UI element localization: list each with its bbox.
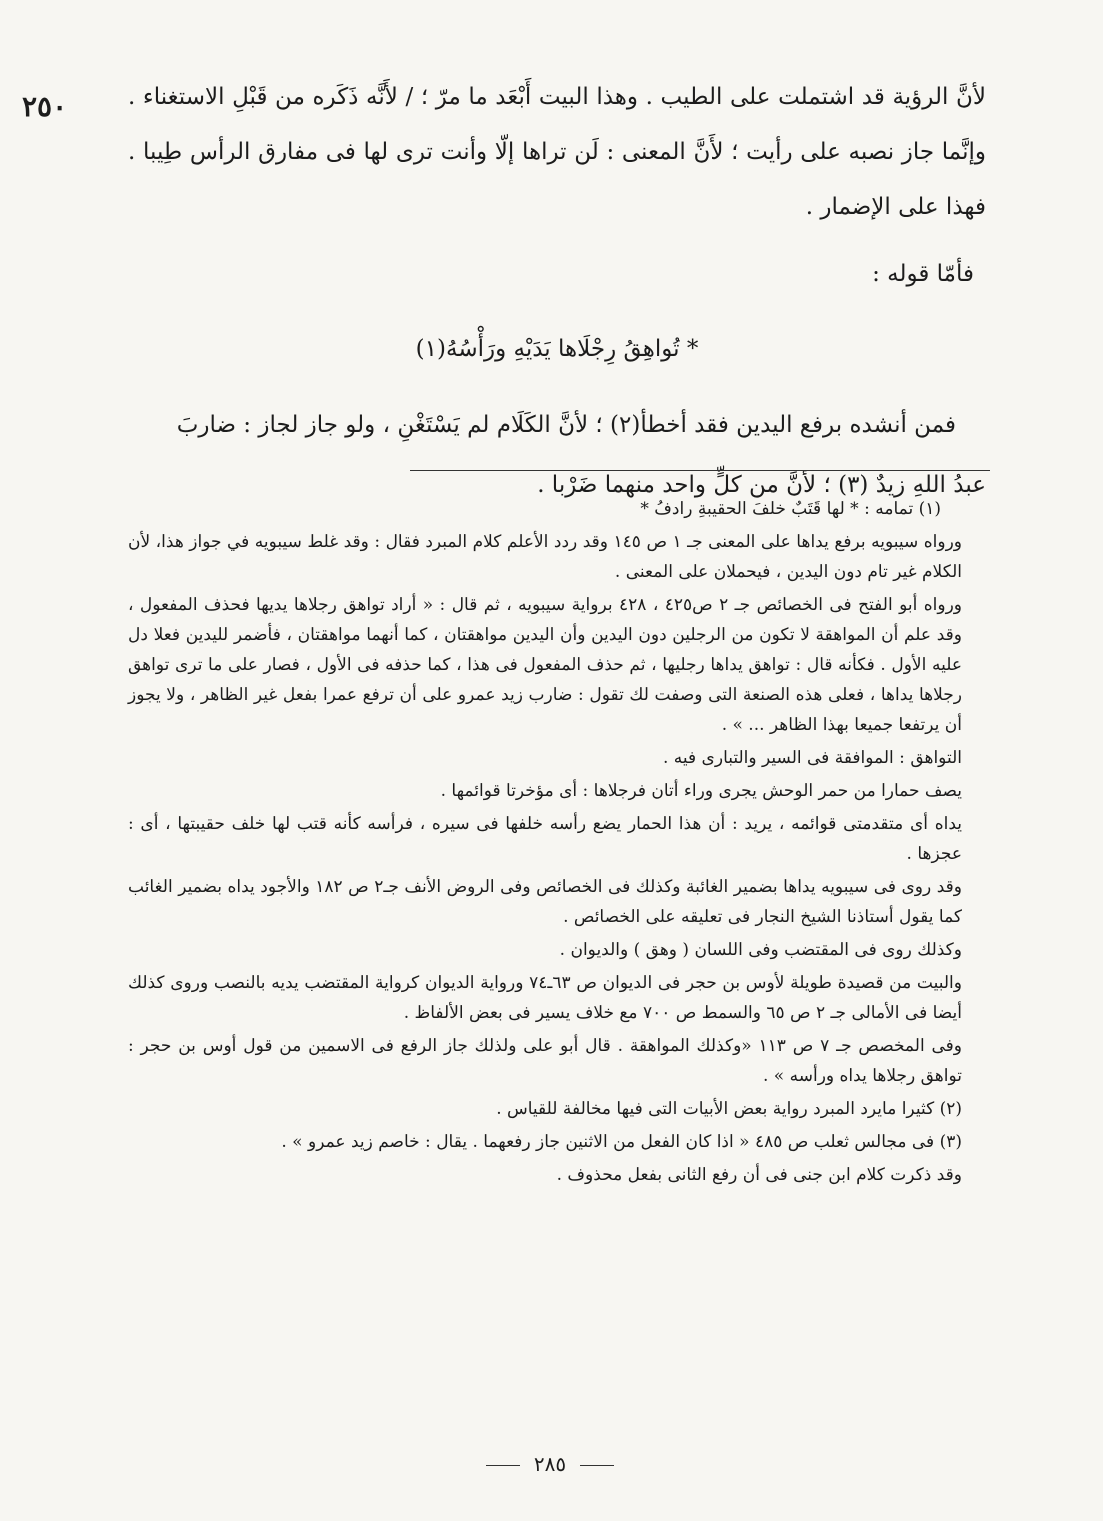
verse-line: * تُواهِقُ رِجْلَاها يَدَيْهِ ورَأْسُهُ(١) [415,336,699,362]
footnote-paragraph: وفى المخصص جـ ٧ ص ١١٣ «وكذلك المواهقة . قال أبو على ولذلك جاز الرفع فى الاسمين من قول أوس بن حجر : تواهق رجلاها يداه ورأسه » . [128,1036,962,1086]
footnote-paragraph: ورواه سيبويه برفع يداها على المعنى جـ ١ ص ١٤٥ وقد ردد الأعلم كلام المبرد فقال : وقد غلط سيبويه في جواز هذا، لأن الكلام غير تام دون اليدين ، فيحملان على المعنى . [128,532,963,582]
footnote-paragraph: يداه أى متقدمتى قوائمه ، يريد : أن هذا الحمار يضع رأسه خلفها فى سيره ، فرأسه كأنه قتب لها خلف حقيبتها ، أى : عجزها . [128,814,962,864]
footnote-paragraph: التواهق : الموافقة فى السير والتبارى فيه . [662,748,962,768]
footnote-paragraph: وقد روى فى سيبويه يداها بضمير الغائبة وكذلك فى الخصائص وفى الروض الأنف جـ٢ ص ١٨٢ والأجود يداه بضمير الغائب كما يقول أستاذنا الشيخ النجار فى تعليقه على الخصائص . [128,877,962,927]
footnote-paragraph: ورواه أبو الفتح فى الخصائص جـ ٢ ص٤٢٥ ، ٤٢٨ برواية سيبويه ، ثم قال : « أراد تواهق رجلاها يديها فحذف المفعول ، وقد علم أن المواهقة لا تكون من الرجلين دون اليدين وأن اليدين مواهقتان ، كما أنهما مواهقتان ، فأضمر لليدين فعلا دل عليه الأول . فكأنه قال : تواهق يداها رجليها ، ثم حذف المفعول فى هذا ، كما حذفه فى الأول ، فصار على ما ترى تواهق رجلاها يداها ، فعلى هذه الصنعة التى وصفت لك تقول : ضارب زيد عمرو على أن ترفع عمرا بفعل غير الظاهر ، ولا يجوز أن يرتفعا جميعا بهذا الظاهر ... » . [128,595,963,735]
footnote-paragraph: والبيت من قصيدة طويلة لأوس بن حجر فى الديوان ص ٦٣ـ٧٤ ورواية الديوان كرواية المقتضب يديه بالنصب وروى كذلك أيضا فى الأمالى جـ ٢ ص ٦٥ والسمط ص ٧٠٠ مع خلاف يسير فى بعض الألفاظ . [128,973,962,1023]
verse-intro: فأمّا قوله : [872,261,974,287]
main-text [128,70,986,515]
footnote-2: (٢) كثيرا مايرد المبرد رواية بعض الأبيات التى فيها مخالفة للقياس . [496,1099,962,1119]
footnote-paragraph: وكذلك روى فى المقتضب وفى اللسان ( وهق ) والديوان . [559,940,962,960]
page-number: ٢٨٥ [533,1452,567,1476]
footnote-divider [410,470,990,471]
footnote-paragraph: وقد ذكرت كلام ابن جنى فى أن رفع الثانى بفعل محذوف . [556,1165,962,1185]
footnotes [128,494,986,1193]
margin-page-number: ٢٥٠ [22,90,68,123]
footnote-1: (١) تمامه : * لها قَتَبٌ خلفَ الحقيبةِ رادفُ * [640,499,941,519]
page-number-footer [470,1452,630,1476]
footnote-paragraph: يصف حمارا من حمر الوحش يجرى وراء أتان فرجلاها : أى مؤخرتا قوائمها . [440,781,962,801]
footnote-3: (٣) فى مجالس ثعلب ص ٤٨٥ « اذا كان الفعل من الاثنين جاز رفعهما . يقال : خاصم زيد عمرو » . [281,1132,962,1152]
main-paragraph: لأنَّ الرؤية قد اشتملت على الطيب . وهذا البيت أَبْعَد ما مرّ ؛ / لأَنَّه ذَكَره من قَبْلِ الاستغناء . وإنَّما جاز نصبه على رأيت ؛ لأَنَّ المعنى : لَن تراها إلّا وأنت ترى لها فى مفارق الرأس طِيبا . فهذا على الإضمار . [128,84,986,220]
main-paragraph: عبدُ اللهِ زيدٌ (٣) ؛ لأنَّ من كلٍّ واحد منهما ضَرْبا . [537,472,986,498]
main-paragraph: فمن أنشده برفع اليدين فقد أخطأ(٢) ؛ لأنَّ الكَلَام لم يَسْتَغْنِ ، ولو جاز لجاز : ضاربَ [176,412,956,438]
